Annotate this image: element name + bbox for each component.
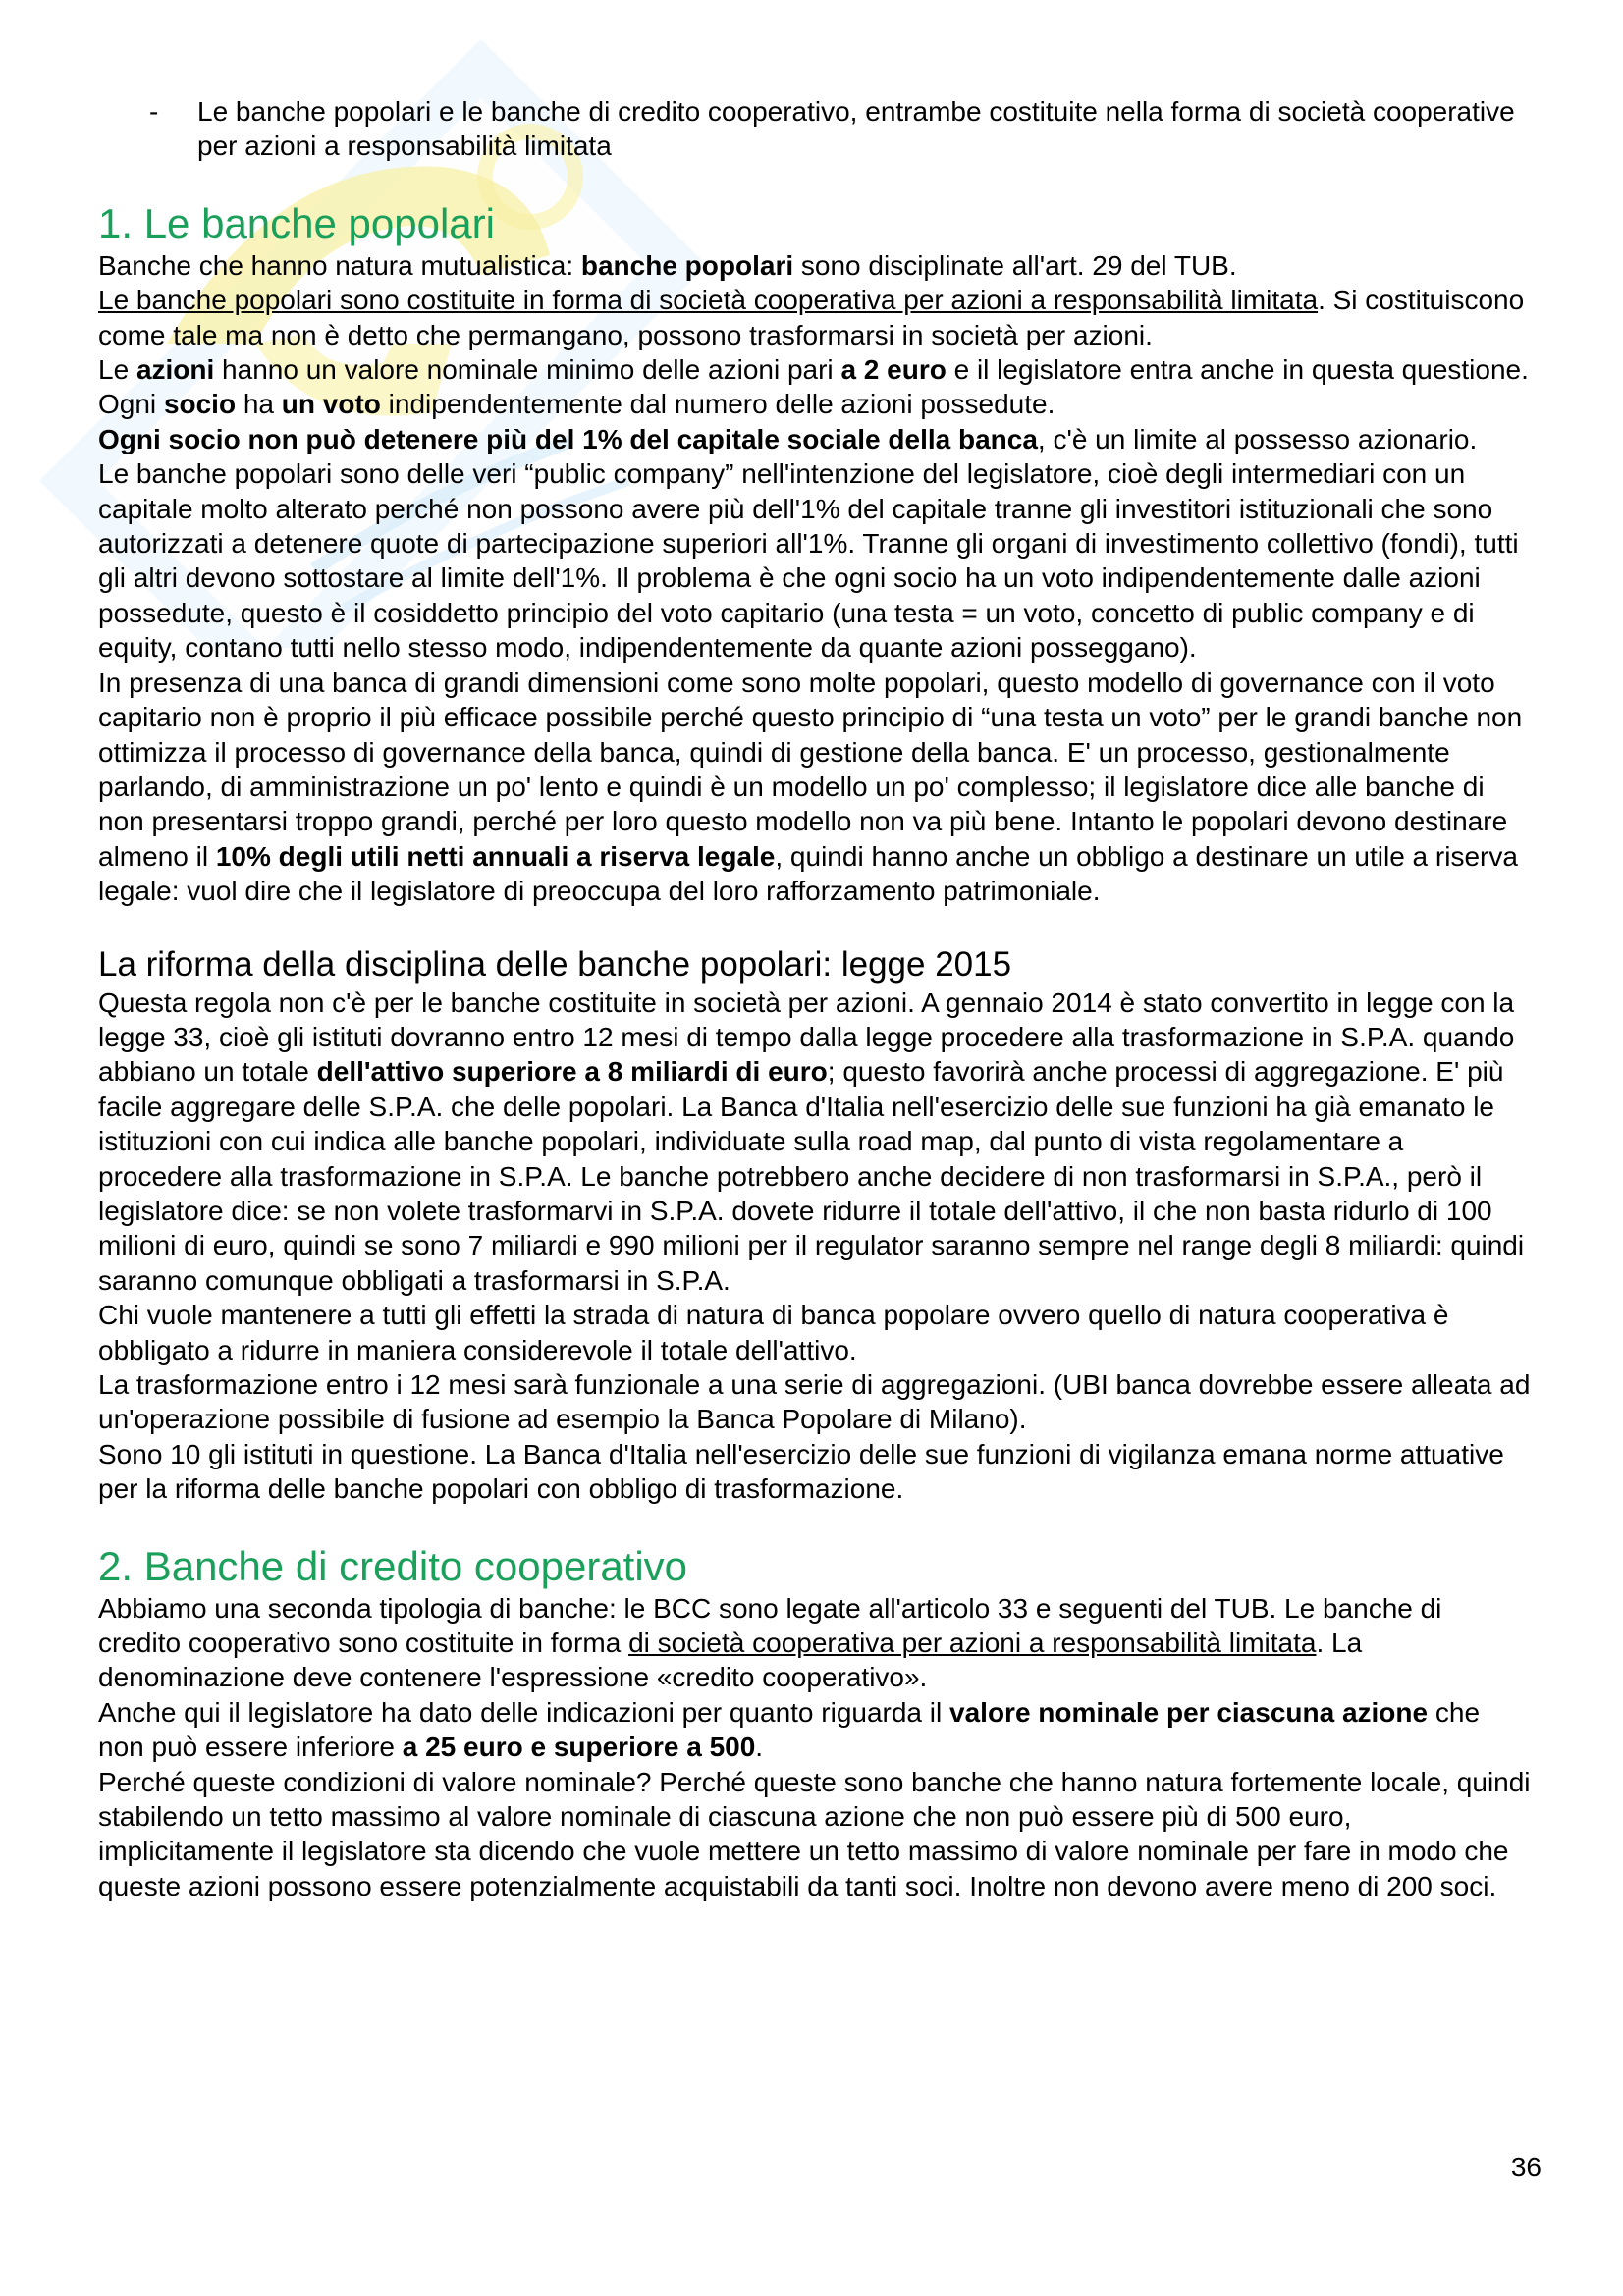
subsection-heading-riforma: La riforma della disciplina delle banche popolari: legge 2015 (98, 944, 1012, 984)
paragraph: Questa regola non c'è per le banche costituite in società per azioni. A gennaio 2014 è stato convertito in legge con la legge 33, cioè gli istituti dovranno entro 12 mesi di tempo dalla legge procedere alla trasformazione in S.P.A. quando abbiano un totale dell'attivo superiore a 8 miliardi di euro; questo favorirà anche processi di aggregazione. E' più facile aggregare delle S.P.A. che delle popolari. La Banca d'Italia nell'esercizio delle sue funzioni ha già emanato le istituzioni con cui indica alle banche popolari, individuate sulla road map, dal punto di vista regolamentare a procedere alla trasformazione in S.P.A. Le banche potrebbero anche decidere di non trasformarsi in S.P.A., però il legislatore dice: se non volete trasformarvi in S.P.A. dovete ridurre il totale dell'attivo, il che non basta ridurlo di 100 milioni di euro, quindi se sono 7 miliardi e 990 milioni per il regulator saranno sempre nel range degli 8 miliardi: quindi saranno comunque obbligati a trasformarsi in S.P.A. (98, 987, 1525, 1296)
paragraph: Le banche popolari sono costituite in forma di società cooperativa per azioni a responsabilità limitata. Si costituiscono come tale ma non è detto che permangano, possono trasformarsi in società per azioni. (98, 285, 1525, 350)
paragraph: Anche qui il legislatore ha dato delle indicazioni per quanto riguarda il valore nominale per ciascuna azione che non può essere inferiore a 25 euro e superiore a 500. (98, 1696, 1481, 1763)
paragraph: Sono 10 gli istituti in questione. La Banca d'Italia nell'esercizio delle sue funzioni di vigilanza emana norme attuative per la riforma delle banche popolari con obbligo di trasformazione. (98, 1438, 1504, 1505)
intro-bullet-text: Le banche popolari e le banche di credito cooperativo, entrambe costituite nella forma di società cooperative per azioni a responsabilità limitata (197, 96, 1515, 162)
paragraph: Perché queste condizioni di valore nominale? Perché queste sono banche che hanno natura fortemente locale, quindi stabilendo un tetto massimo al valore nominale di ciascuna azione che non può essere più di 500 euro, implicitamente il legislatore sta dicendo che vuole mettere un tetto massimo di valore nominale per fare in modo che queste azioni possono essere potenzialmente acquistabili da tanti soci. Inoltre non devono avere meno di 200 soci. (98, 1766, 1531, 1901)
paragraph: La trasformazione entro i 12 mesi sarà funzionale a una serie di aggregazioni. (UBI banca dovrebbe essere alleata ad un'operazione possibile di fusione ad esempio la Banca Popolare di Milano). (98, 1369, 1531, 1435)
paragraph: Abbiamo una seconda tipologia di banche: le BCC sono legate all'articolo 33 e seguenti del TUB. Le banche di credito cooperativo sono costituite in forma di società cooperativa per azioni a responsabilità limitata. La denominazione deve contenere l'espressione «credito cooperativo». (98, 1592, 1442, 1693)
section-heading-credito-cooperativo: 2. Banche di credito cooperativo (98, 1542, 688, 1589)
paragraph: Chi vuole mantenere a tutti gli effetti la strada di natura di banca popolare ovvero quello di natura cooperativa è obbligato a ridurre in maniera considerevole il totale dell'attivo. (98, 1300, 1449, 1365)
document-body (98, 94, 1532, 1903)
paragraph: Ogni socio ha un voto indipendentemente dal numero delle azioni possedute. (98, 389, 1055, 420)
section-heading-banche-popolari: 1. Le banche popolari (98, 199, 495, 246)
intro-bullet (98, 94, 1532, 164)
paragraph: Le banche popolari sono delle veri “public company” nell'intenzione del legislatore, cioè degli intermediari con un capitale molto alterato perché non possono avere più dell'1% del capitale tranne gli investitori istituzionali che sono autorizzati a detenere quote di partecipazione superiori all'1%. Tranne gli organi di investimento collettivo (fondi), tutti gli altri devono sottostare al limite dell'1%. Il problema è che ogni socio ha un voto indipendentemente dalle azioni possedute, questo è il cosiddetto principio del voto capitario (una testa = un voto, concetto di public company e di equity, contano tutti nello stesso modo, indipendentemente da quante azioni posseggano). (98, 458, 1519, 664)
paragraph: Le azioni hanno un valore nominale minimo delle azioni pari a 2 euro e il legislatore entra anche in questa questione. (98, 354, 1529, 386)
page-number: 36 (1510, 2152, 1542, 2182)
paragraph: Ogni socio non può detenere più del 1% del capitale sociale della banca, c'è un limite al possesso azionario. (98, 423, 1478, 454)
paragraph: Banche che hanno natura mutualistica: banche popolari sono disciplinate all'art. 29 del TUB. (98, 249, 1237, 281)
bullet-dash: - (149, 96, 159, 127)
paragraph: In presenza di una banca di grandi dimensioni come sono molte popolari, questo modello di governance con il voto capitario non è proprio il più efficace possibile perché questo principio di “una testa un voto” per le grandi banche non ottimizza il processo di governance della banca, quindi di gestione della banca. E' un processo, gestionalmente parlando, di amministrazione un po' lento e quindi è un modello un po' complesso; il legislatore dice alle banche di non presentarsi troppo grandi, perché per loro questo modello non va più bene. Intanto le popolari devono destinare almeno il 10% degli utili netti annuali a riserva legale, quindi hanno anche un obbligo a destinare un utile a riserva legale: vuol dire che il legislatore di preoccupa del loro rafforzamento patrimoniale. (98, 667, 1523, 907)
